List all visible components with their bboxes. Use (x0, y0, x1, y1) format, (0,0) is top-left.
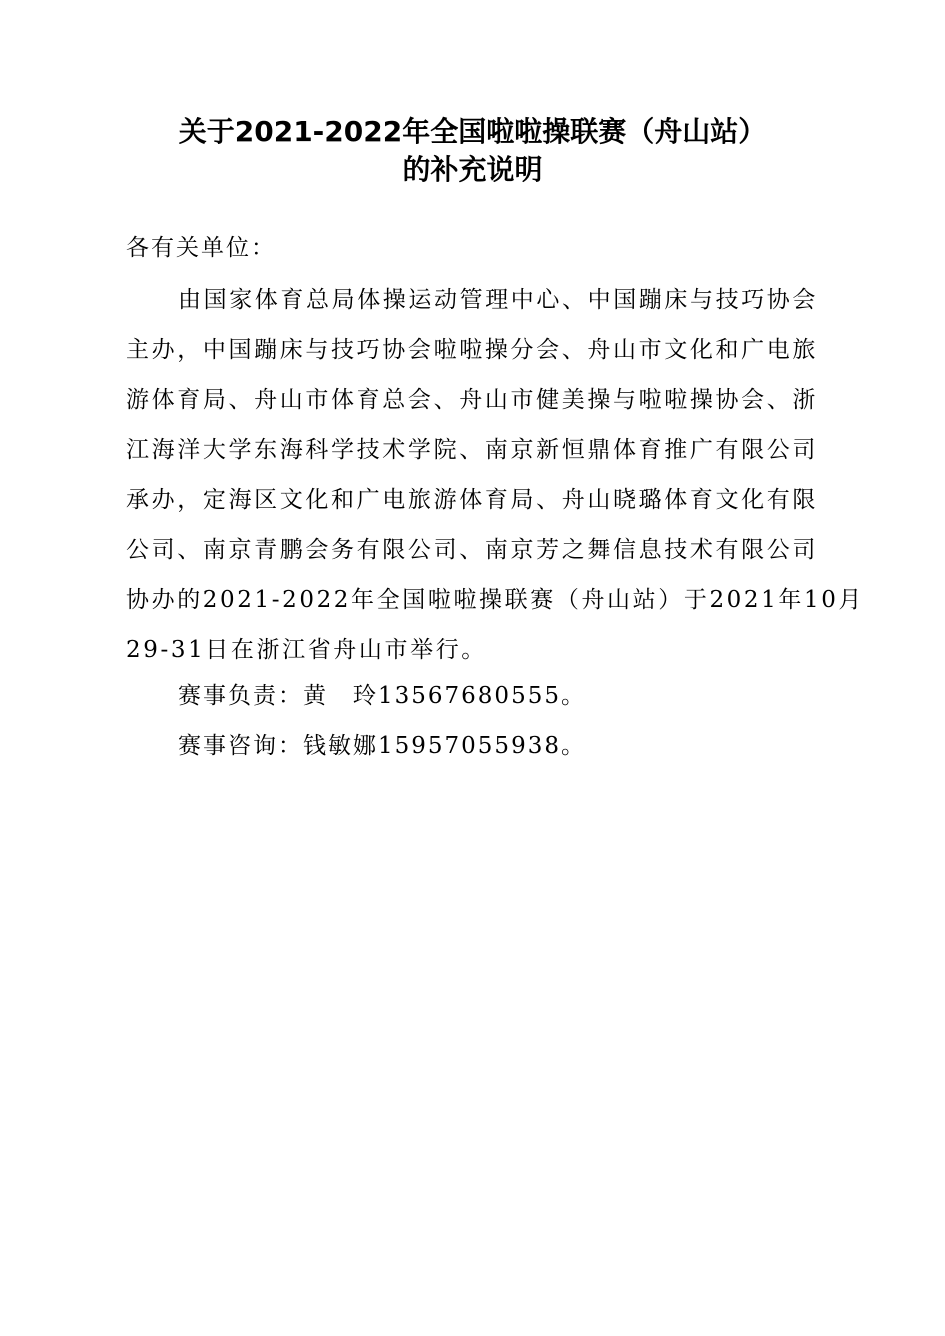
body-paragraph (126, 284, 865, 684)
body-line-7: 协办的2021-2022年全国啦啦操联赛（舟山站）于2021年10月 (126, 587, 865, 613)
body-line-6: 公司、南京青鹏会务有限公司、南京芳之舞信息技术有限公司 (126, 537, 818, 563)
document-title-line-2: 的补充说明 (402, 153, 543, 186)
salutation: 各有关单位： (126, 235, 276, 261)
body-line-5: 承办，定海区文化和广电旅游体育局、舟山晓璐体育文化有限 (126, 487, 818, 513)
body-line-1: 由国家体育总局体操运动管理中心、中国蹦床与技巧协会 (178, 287, 818, 313)
contact-responsible: 赛事负责：黄 玲13567680555。 (178, 683, 586, 709)
document-title-line-1: 关于2021-2022年全国啦啦操联赛（舟山站） (178, 115, 767, 148)
body-line-8: 29-31日在浙江省舟山市举行。 (126, 637, 487, 663)
body-line-2: 主办，中国蹦床与技巧协会啦啦操分会、舟山市文化和广电旅 (126, 337, 818, 363)
body-line-3: 游体育局、舟山市体育总会、舟山市健美操与啦啦操协会、浙 (126, 387, 818, 413)
body-line-4: 江海洋大学东海科学技术学院、南京新恒鼎体育推广有限公司 (126, 437, 818, 463)
contact-inquiry: 赛事咨询：钱敏娜15957055938。 (178, 733, 586, 759)
